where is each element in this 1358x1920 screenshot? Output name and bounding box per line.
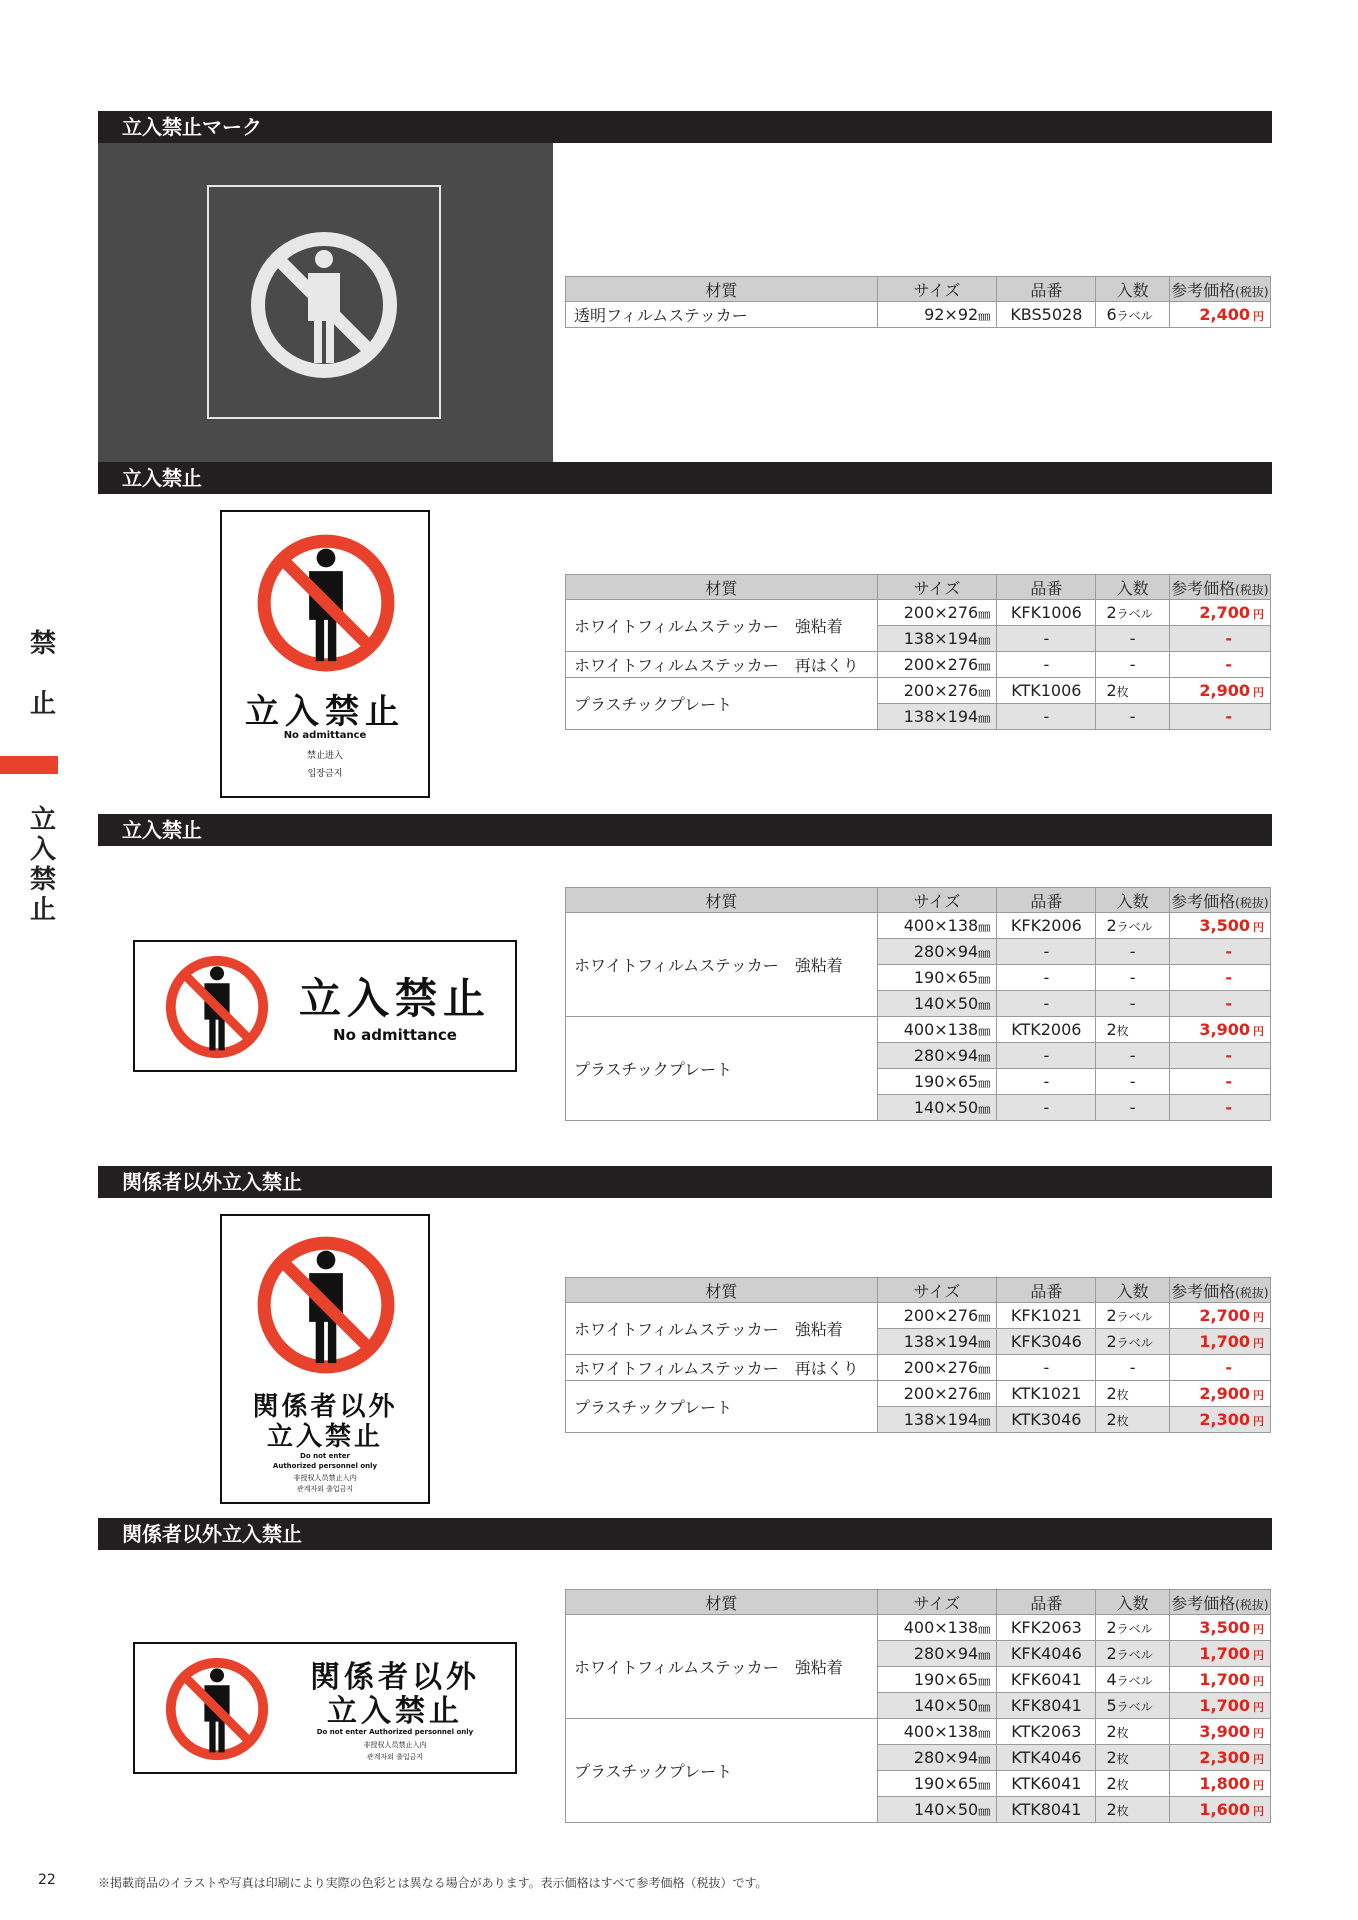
side-accent-bar <box>0 756 58 774</box>
table-row: プラスチックプレート 400×138㎜ KTK2006 2枚 3,900 円 <box>566 1017 1271 1043</box>
sign-ko-text: 입장금지 <box>307 769 343 779</box>
page-number: 22 <box>38 1872 56 1888</box>
col-price: 参考価格(税抜) <box>1169 1278 1270 1303</box>
table-row: 280×94㎜ - - - <box>566 1043 1271 1069</box>
product-photo-mark <box>98 143 553 463</box>
cell-price: 2,400 円 <box>1169 302 1270 328</box>
table-row: 280×94㎜ KTK4046 2枚 2,300 円 <box>566 1745 1271 1771</box>
sign-ko-text: 관계자외 출입금지 <box>296 1485 354 1493</box>
prohibition-person-icon <box>244 225 404 385</box>
col-qty: 入数 <box>1096 1590 1169 1615</box>
prohibition-person-icon <box>251 1230 401 1380</box>
sign-main-text: 立入禁止 <box>298 974 491 1023</box>
side-category-char-1: 禁 <box>29 629 56 659</box>
cell-code: KBS5028 <box>997 302 1096 328</box>
col-code: 品番 <box>997 1590 1096 1615</box>
table-row: 140×50㎜ - - - <box>566 991 1271 1017</box>
col-qty: 入数 <box>1096 1278 1169 1303</box>
table-row: 190×65㎜ KFK6041 4ラベル 1,700 円 <box>566 1667 1271 1693</box>
table-row: ホワイトフィルムステッカー 強粘着 200×276㎜ KFK1021 2ラベル 2,700 円 <box>566 1303 1271 1329</box>
sign-line1-text: 関係者以外 <box>310 1660 480 1695</box>
sign-en-text: Do not enter Authorized personnel only <box>316 1728 474 1736</box>
spec-table-1 <box>565 276 1271 328</box>
sign-image-landscape <box>133 940 517 1072</box>
col-material: 材質 <box>566 888 878 913</box>
sign-line1-text: 関係者以外 <box>252 1392 398 1422</box>
col-qty: 入数 <box>1096 277 1169 302</box>
col-qty: 入数 <box>1096 575 1169 600</box>
col-qty: 入数 <box>1096 888 1169 913</box>
section-title: 関係者以外立入禁止 <box>98 1518 1272 1550</box>
table-row: ホワイトフィルムステッカー 再はくり 200×276㎜ - - - <box>566 652 1271 678</box>
table-row: 138×194㎜ KTK3046 2枚 2,300 円 <box>566 1407 1271 1433</box>
table-row <box>566 302 1271 328</box>
sign-zh-text: 非授权人员禁止入内 <box>363 1741 427 1749</box>
section-title: 立入禁止 <box>98 462 1272 494</box>
col-size: サイズ <box>877 1590 996 1615</box>
col-code: 品番 <box>997 888 1096 913</box>
table-row: 190×65㎜ KTK6041 2枚 1,800 円 <box>566 1771 1271 1797</box>
side-category-char-2: 止 <box>29 689 56 719</box>
side-sub-char-2: 入 <box>29 835 56 865</box>
col-price: 参考価格(税抜) <box>1169 888 1270 913</box>
spec-table-3 <box>565 887 1271 1121</box>
sign-en2-text: Authorized personnel only <box>272 1462 378 1470</box>
table-row: プラスチックプレート 400×138㎜ KTK2063 2枚 3,900 円 <box>566 1719 1271 1745</box>
cell-material: 透明フィルムステッカー <box>566 302 878 328</box>
col-size: サイズ <box>877 888 996 913</box>
sign-image-portrait <box>220 510 430 798</box>
table-row: ホワイトフィルムステッカー 強粘着 200×276㎜ KFK1006 2ラベル 2,700 円 <box>566 600 1271 626</box>
table-row: ホワイトフィルムステッカー 再はくり 200×276㎜ - - - <box>566 1355 1271 1381</box>
table-row: 190×65㎜ - - - <box>566 1069 1271 1095</box>
col-price: 参考価格(税抜) <box>1169 575 1270 600</box>
prohibition-person-icon <box>161 1653 273 1765</box>
table-row: 280×94㎜ - - - <box>566 939 1271 965</box>
table-row: 140×50㎜ KTK8041 2枚 1,600 円 <box>566 1797 1271 1823</box>
table-row: ホワイトフィルムステッカー 強粘着 400×138㎜ KFK2063 2ラベル 3,500 円 <box>566 1615 1271 1641</box>
col-code: 品番 <box>997 575 1096 600</box>
sign-image-portrait <box>220 1214 430 1504</box>
sign-ko-text: 관계자외 출입금지 <box>366 1753 424 1761</box>
sign-line2-text: 立入禁止 <box>266 1422 383 1452</box>
col-size: サイズ <box>877 575 996 600</box>
col-size: サイズ <box>877 277 996 302</box>
spec-table-4 <box>565 1277 1271 1433</box>
table-row: 138×194㎜ KFK3046 2ラベル 1,700 円 <box>566 1329 1271 1355</box>
spec-table-2 <box>565 574 1271 730</box>
sign-image-landscape <box>133 1642 517 1774</box>
table-row: プラスチックプレート 200×276㎜ KTK1021 2枚 2,900 円 <box>566 1381 1271 1407</box>
col-code: 品番 <box>997 1278 1096 1303</box>
section-title: 立入禁止 <box>98 814 1272 846</box>
table-row: プラスチックプレート 200×276㎜ KTK1006 2枚 2,900 円 <box>566 678 1271 704</box>
side-sub-char-4: 止 <box>29 895 56 925</box>
side-sub-char-1: 立 <box>29 805 56 835</box>
col-code: 品番 <box>997 277 1096 302</box>
sign-line2-text: 立入禁止 <box>327 1694 463 1729</box>
col-material: 材質 <box>566 575 878 600</box>
sign-en-text: No admittance <box>283 730 367 741</box>
table-row: 190×65㎜ - - - <box>566 965 1271 991</box>
table-row: ホワイトフィルムステッカー 強粘着 400×138㎜ KFK2006 2ラベル 3,500 円 <box>566 913 1271 939</box>
col-material: 材質 <box>566 277 878 302</box>
prohibition-person-icon <box>251 528 401 678</box>
col-price: 参考価格(税抜) <box>1169 277 1270 302</box>
cell-size: 92×92㎜ <box>877 302 996 328</box>
col-material: 材質 <box>566 1278 878 1303</box>
col-size: サイズ <box>877 1278 996 1303</box>
sign-en1-text: Do not enter <box>300 1452 350 1460</box>
table-row: 138×194㎜ - - - <box>566 626 1271 652</box>
table-row: 280×94㎜ KFK4046 2ラベル 1,700 円 <box>566 1641 1271 1667</box>
section-title: 関係者以外立入禁止 <box>98 1166 1272 1198</box>
footer-note: ※掲載商品のイラストや写真は印刷により実際の色彩とは異なる場合があります。表示価格はすべて参考価格（税抜）です。 <box>98 1876 768 1890</box>
sign-zh-text: 非授权人员禁止入内 <box>293 1474 357 1482</box>
prohibition-person-icon <box>161 951 273 1063</box>
col-price: 参考価格(税抜) <box>1169 1590 1270 1615</box>
table-row: 140×50㎜ - - - <box>566 1095 1271 1121</box>
table-row: 140×50㎜ KFK8041 5ラベル 1,700 円 <box>566 1693 1271 1719</box>
sign-main-text: 立入禁止 <box>245 692 405 732</box>
sign-zh-text: 禁止进入 <box>306 751 343 761</box>
spec-table-5 <box>565 1589 1271 1823</box>
table-row: 138×194㎜ - - - <box>566 704 1271 730</box>
section-title: 立入禁止マーク <box>98 111 1272 143</box>
sign-en-text: No admittance <box>333 1026 457 1044</box>
cell-qty: 6ラベル <box>1096 302 1169 328</box>
col-material: 材質 <box>566 1590 878 1615</box>
side-sub-char-3: 禁 <box>29 865 56 895</box>
